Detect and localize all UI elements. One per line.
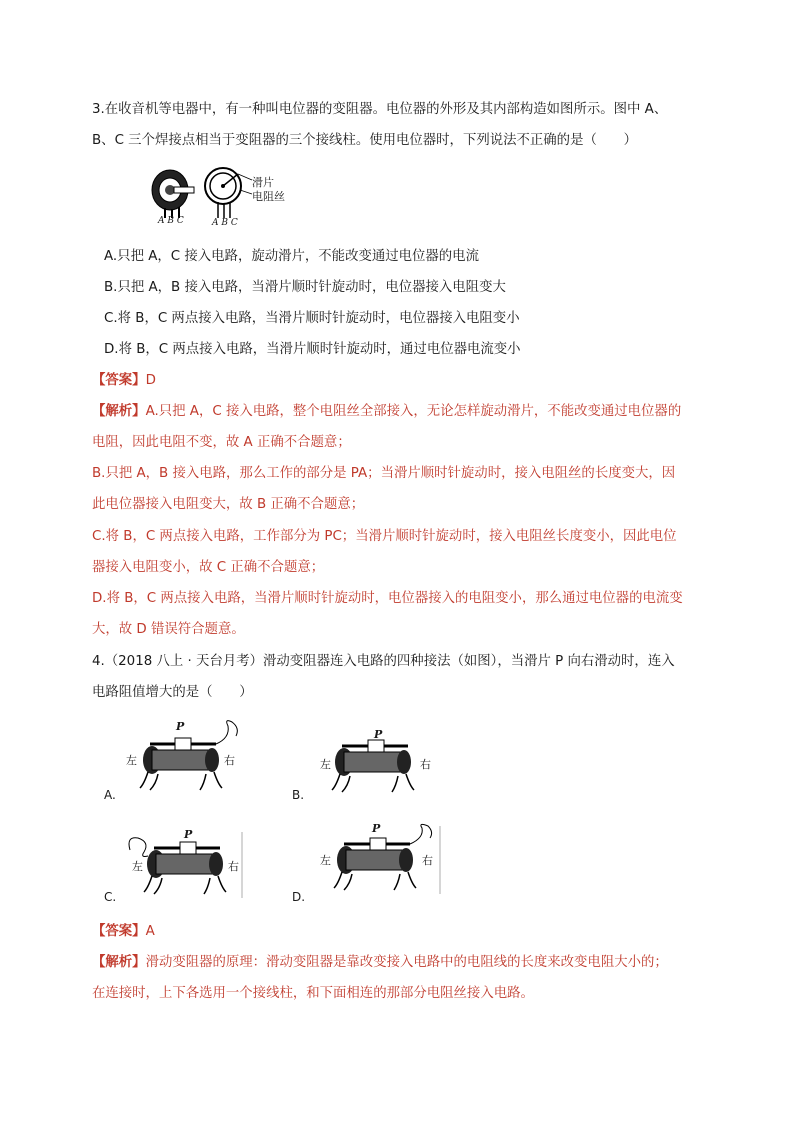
label-resistance-wire: 电阻丝 xyxy=(252,190,285,203)
left-label: 左 xyxy=(126,754,137,767)
analysis-text: 滑动变阻器的原理：滑动变阻器是靠改变接入电路中的电阻线的长度来改变电阻大小的； xyxy=(145,955,668,970)
left-label: 左 xyxy=(320,854,331,867)
q3-option-a: A.只把 A，C 接入电路，旋动滑片，不能改变通过电位器的电流 xyxy=(104,249,479,264)
q3-analysis-line-3: B.只把 A，B 接入电路，那么工作的部分是 PA；当滑片顺时针旋动时，接入电阻丝的长度变大，因 xyxy=(92,466,676,481)
potentiometer-figure xyxy=(148,160,288,232)
p-label: P xyxy=(184,828,193,841)
right-terminal-letters: A B C xyxy=(212,218,238,228)
q3-analysis-line-5: C.将 B，C 两点接入电路，工作部分为 PC；当滑片顺时针旋动时，接入电阻丝长度变小，因此电位 xyxy=(92,529,677,544)
option-label-a: A. xyxy=(104,788,116,802)
q3-option-d: D.将 B，C 两点接入电路，当滑片顺时针旋动时，通过电位器电流变小 xyxy=(104,342,521,357)
option-label-c: C. xyxy=(104,890,117,904)
left-label: 左 xyxy=(132,860,143,873)
q3-analysis-line-8: 大，故 D 错误符合题意。 xyxy=(92,622,245,637)
rheostat-figure-a xyxy=(100,718,260,808)
analysis-tag: 【解析】 xyxy=(92,955,146,970)
right-label: 右 xyxy=(228,860,239,873)
option-label-d: D. xyxy=(292,890,306,904)
q3-stem-line-2: B、C 三个焊接点相当于变阻器的三个接线柱。使用电位器时，下列说法不正确的是（ ） xyxy=(92,133,638,148)
analysis-text: A.只把 A，C 接入电路，整个电阻丝全部接入，无论怎样旋动滑片，不能改变通过电位器的 xyxy=(145,404,682,419)
q3-analysis-line-6: 器接入电阻变小，故 C 正确不合题意； xyxy=(92,560,325,575)
left-terminal-letters: A B C xyxy=(158,216,184,226)
right-label: 右 xyxy=(420,758,431,771)
option-label-b: B. xyxy=(292,788,305,802)
p-label: P xyxy=(374,728,383,741)
right-label: 右 xyxy=(422,854,433,867)
rheostat-figure-c xyxy=(100,828,260,910)
q4-stem-line-2: 电路阻值增大的是（ ） xyxy=(92,685,253,700)
q3-stem-line-1: 3.在收音机等电器中，有一种叫电位器的变阻器。电位器的外形及其内部构造如图所示。图中 A、 xyxy=(92,102,668,117)
p-label: P xyxy=(176,720,185,733)
answer-value: A xyxy=(145,924,155,939)
q4-stem-line-1: 4.（2018 八上 · 天台月考）滑动变阻器连入电路的四种接法（如图），当滑片 P 向右滑动时，连入 xyxy=(92,654,675,669)
analysis-tag: 【解析】 xyxy=(92,404,146,419)
q3-analysis-line-7: D.将 B，C 两点接入电路，当滑片顺时针旋动时，电位器接入的电阻变小，那么通过电位器的电流变 xyxy=(92,591,683,606)
left-label: 左 xyxy=(320,758,331,771)
q3-analysis-line-2: 电阻，因此电阻不变，故 A 正确不合题意； xyxy=(92,435,351,450)
rheostat-figure-d xyxy=(288,822,448,910)
label-slider: 滑片 xyxy=(252,176,274,189)
right-label: 右 xyxy=(224,754,235,767)
answer-tag: 【答案】 xyxy=(92,373,146,388)
q4-analysis-line-2: 在连接时，上下各选用一个接线柱，和下面相连的那部分电阻丝接入电路。 xyxy=(92,986,534,1001)
q4-answer-line xyxy=(92,922,155,942)
answer-value: D xyxy=(145,373,156,388)
q3-analysis-line-1 xyxy=(92,402,681,422)
rheostat-figure-b xyxy=(288,728,448,808)
p-label: P xyxy=(372,822,381,835)
q3-option-b: B.只把 A，B 接入电路，当滑片顺时针旋动时，电位器接入电阻变大 xyxy=(104,280,506,295)
q3-analysis-line-4: 此电位器接入电阻变大，故 B 正确不合题意； xyxy=(92,497,365,512)
answer-tag: 【答案】 xyxy=(92,924,146,939)
q4-analysis-line-1 xyxy=(92,953,668,973)
q3-option-c: C.将 B，C 两点接入电路，当滑片顺时针旋动时，电位器接入电阻变小 xyxy=(104,311,520,326)
q3-answer-line xyxy=(92,371,156,391)
